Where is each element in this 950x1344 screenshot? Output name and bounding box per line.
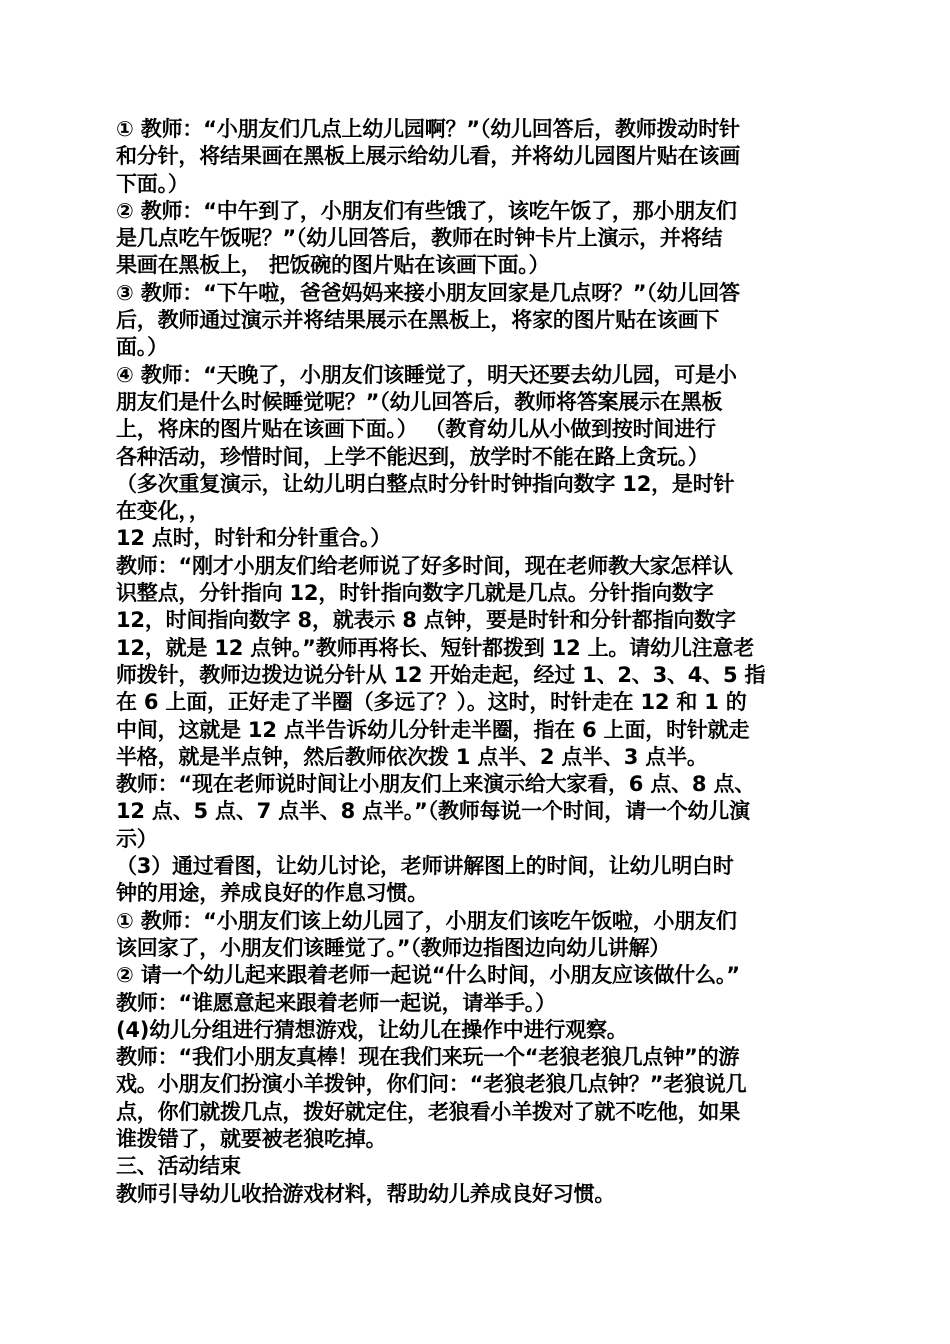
text-line: 戏。小朋友们扮演小羊拨钟，你们问：“老狼老狼几点钟？”老狼说几 [116,1072,747,1097]
text-line: ③ 教师：“下午啦，爸爸妈妈来接小朋友回家是几点呀？”（幼儿回答 [116,280,740,305]
text-line: 钟的用途，养成良好的作息习惯。 [116,881,428,906]
text-line: 和分针，将结果画在黑板上展示给幼儿看，并将幼儿园图片贴在该画 [116,144,740,169]
document-body [116,116,842,1208]
text-line: 中间，这就是 12 点半告诉幼儿分针走半圈，指在 6 上面，时针就走 [116,717,750,742]
text-line: ② 教师：“中午到了，小朋友们有些饿了，该吃午饭了，那小朋友们 [116,198,737,223]
text-line: 在变化，， [116,499,210,524]
text-line: 12 点、5 点、7 点半、8 点半。”（教师每说一个时间，请一个幼儿演 [116,799,750,824]
text-line: (4)幼儿分组进行猜想游戏，让幼儿在操作中进行观察。 [116,1017,628,1042]
text-line: 示） [116,826,158,851]
section-heading: 三、活动结束 [116,1154,241,1179]
text-line: （3）通过看图，让幼儿讨论，老师讲解图上的时间，让幼儿明白时 [116,854,734,879]
text-line: 谁拨错了，就要被老狼吃掉。 [116,1126,387,1151]
text-line: 上，将床的图片贴在该画下面。） （教育幼儿从小做到按时间进行 [116,417,716,442]
text-line: 教师：“现在老师说时间让小朋友们上来演示给大家看，6 点、8 点、 [116,772,756,797]
text-line: ② 请一个幼儿起来跟着老师一起说“什么时间，小朋友应该做什么。” [116,963,740,988]
text-line: 在 6 上面，正好走了半圈（多远了？）。这时，时针走在 12 和 1 的 [116,690,747,715]
text-line: 12，时间指向数字 8，就表示 8 点钟，要是时针和分针都指向数字 [116,608,736,633]
text-line: ① 教师：“小朋友们几点上幼儿园啊？”（幼儿回答后，教师拨动时针 [116,117,740,141]
text-line: 果画在黑板上， 把饭碗的图片贴在该画下面。） [116,253,550,278]
text-line: （多次重复演示，让幼儿明白整点时分针时钟指向数字 12，是时针 [116,471,735,496]
text-line: 面。） [116,335,168,360]
text-line: ④ 教师：“天晚了，小朋友们该睡觉了，明天还要去幼儿园，可是小 [116,362,737,387]
text-line: 师拨针，教师边拨边说分针从 12 开始走起，经过 1、2、3、4、5 指 [116,662,766,687]
text-line: 朋友们是什么时候睡觉呢？”（幼儿回答后，教师将答案展示在黑板 [116,389,723,414]
text-line: 识整点，分针指向 12，时针指向数字几就是几点。分针指向数字 [116,581,714,606]
text-line: 后，教师通过演示并将结果展示在黑板上，将家的图片贴在该画下 [116,308,720,333]
text-line: 教师：“谁愿意起来跟着老师一起说，请举手。） [116,990,556,1015]
text-line: 点，你们就拨几点，拨好就定住，老狼看小羊拨对了就不吃他，如果 [116,1099,740,1124]
text-line: 该回家了，小朋友们该睡觉了。”（教师边指图边向幼儿讲解） [116,935,671,960]
text-line: 半格，就是半点钟，然后教师依次拨 1 点半、2 点半、3 点半。 [116,744,708,769]
text-line: ① 教师：“小朋友们该上幼儿园了，小朋友们该吃午饭啦，小朋友们 [116,908,737,933]
text-line: 下面。） [116,171,189,196]
text-line: 12 点时，时针和分针重合。） [116,526,392,551]
text-line: 教师引导幼儿收拾游戏材料，帮助幼儿养成良好习惯。 [116,1181,616,1206]
text-line: 教师：“我们小朋友真棒！现在我们来玩一个“老狼老狼几点钟”的游 [116,1045,740,1070]
text-line: 是几点吃午饭呢？”（幼儿回答后，教师在时钟卡片上演示，并将结 [116,226,723,251]
text-line: 各种活动，珍惜时间，上学不能迟到，放学时不能在路上贪玩。） [116,444,709,469]
text-line: 教师：“刚才小朋友们给老师说了好多时间，现在老师教大家怎样认 [116,553,733,578]
text-line: 12，就是 12 点钟。”教师再将长、短针都拨到 12 上。请幼儿注意老 [116,635,755,660]
